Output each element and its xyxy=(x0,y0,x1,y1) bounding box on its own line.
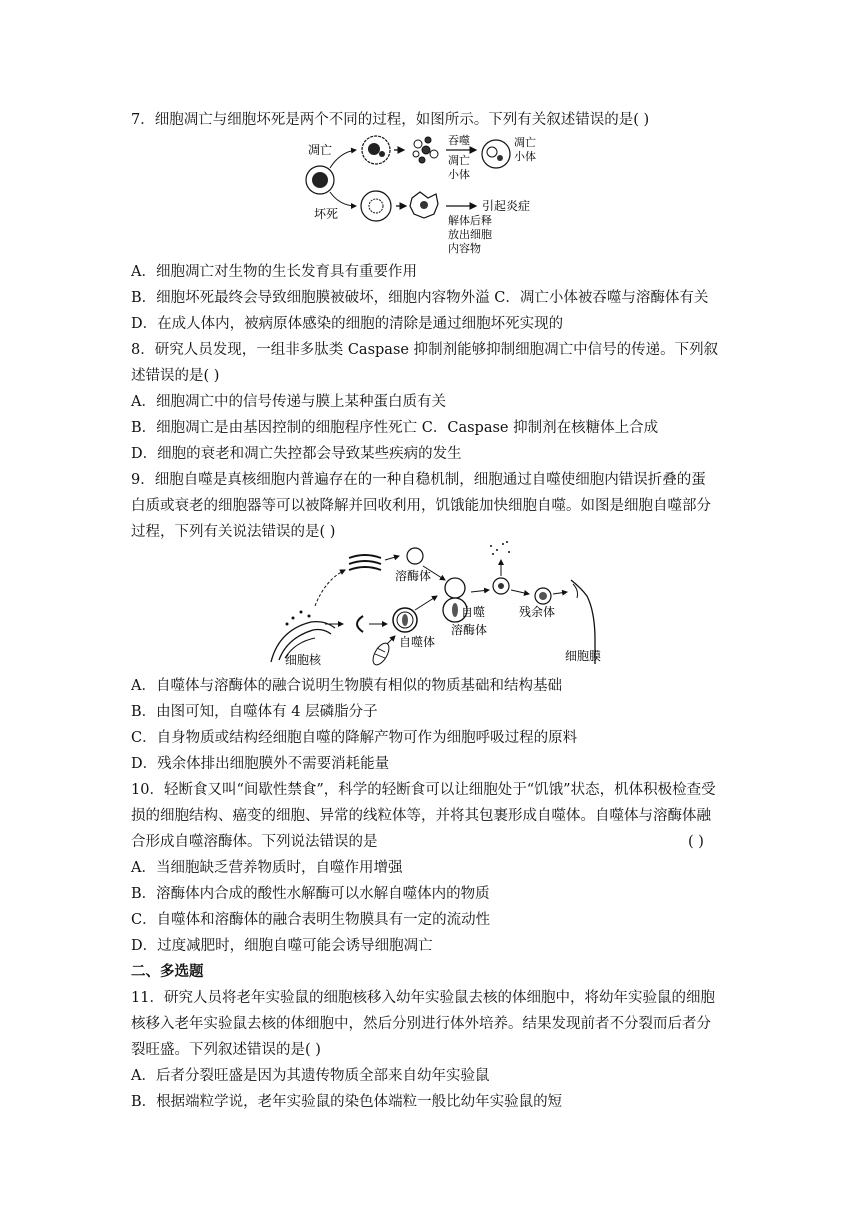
label-necrosis: 坏死 xyxy=(314,207,339,221)
apoptosis-necrosis-figure xyxy=(300,132,600,260)
q9-stem-2: 白质或衰老的细胞器等可以被降解并回收利用，饥饿能加快细胞自噬。如图是细胞自噬部分 xyxy=(131,498,711,514)
label-autolysosome-1: 自噬 xyxy=(461,605,486,619)
golgi xyxy=(349,555,381,570)
label-autolysosome-2: 溶酶体 xyxy=(451,623,488,637)
label-apoptotic-body-2: 小体 xyxy=(514,150,536,163)
q8-option-d: D．细胞的衰老和凋亡失控都会导致某些疾病的发生 xyxy=(131,446,462,462)
label-residual-body: 残余体 xyxy=(519,605,556,619)
q9-stem-1: 9．细胞自噬是真核细胞内普遍存在的一种自稳机制，细胞通过自噬使细胞内错误折叠的蛋 xyxy=(131,472,706,488)
q9-option-c: C．自身物质或结构经细胞自噬的降解产物可作为细胞呼吸过程的原料 xyxy=(131,730,578,746)
q11-stem-2: 核移入老年实验鼠去核的体细胞中，然后分别进行体外培养。结果发现前者不分裂而后者分 xyxy=(131,1016,711,1032)
autophagosome xyxy=(393,608,417,632)
ruptured-cell xyxy=(410,192,438,218)
label-apoptosis: 凋亡 xyxy=(308,143,333,157)
q9-option-d: D．残余体排出细胞膜外不需要消耗能量 xyxy=(131,756,390,772)
apoptotic-cell xyxy=(362,136,390,164)
section-multiple-choice: 二、多选题 xyxy=(131,964,204,980)
q11-stem-3: 裂旺盛。下列叙述错误的是( ) xyxy=(131,1042,321,1058)
lysosome xyxy=(407,548,423,564)
q10-option-b: B．溶酶体内合成的酸性水解酶可以水解自噬体内的物质 xyxy=(131,886,490,902)
mitochondrion xyxy=(370,641,392,668)
q9-option-b: B．由图可知，自噬体有 4 层磷脂分子 xyxy=(131,704,378,720)
q11-stem-1: 11．研究人员将老年实验鼠的细胞核移入幼年实验鼠去核的体细胞中，将幼年实验鼠的细胞 xyxy=(131,990,715,1006)
q8-stem-2: 述错误的是( ) xyxy=(131,368,220,384)
swollen-cell xyxy=(361,191,391,221)
autophagy-figure xyxy=(265,540,605,668)
q8-stem-1: 8．研究人员发现，一组非多肽类 Caspase 抑制剂能够抑制细胞凋亡中信号的传递。下列叙 xyxy=(131,342,719,358)
q7-option-a: A．细胞凋亡对生物的生长发育具有重要作用 xyxy=(131,264,417,280)
origin-cell xyxy=(306,166,334,194)
q10-option-a: A．当细胞缺乏营养物质时，自噬作用增强 xyxy=(131,860,403,876)
label-autophagosome: 自噬体 xyxy=(399,635,436,649)
label-membrane: 细胞膜 xyxy=(565,649,602,663)
q9-stem-3: 过程，下列有关说法错误的是( ) xyxy=(131,524,336,540)
label-inflammation: 引起炎症 xyxy=(482,199,531,213)
q8-option-a: A．细胞凋亡中的信号传递与膜上某种蛋白质有关 xyxy=(131,394,446,410)
phagocyte xyxy=(482,140,510,168)
degrading-vesicle xyxy=(493,578,509,594)
q8-option-b-c: B．细胞凋亡是由基因控制的细胞程序性死亡 C．Caspase 抑制剂在核糖体上合成 xyxy=(131,420,659,436)
q7-option-d: D．在成人体内，被病原体感染的细胞的清除是通过细胞坏死实现的 xyxy=(131,316,564,332)
fragmented-cell xyxy=(413,137,438,163)
label-release-2: 放出细胞 xyxy=(448,228,492,241)
label-engulf-2: 凋亡 xyxy=(448,154,470,167)
q11-option-a: A．后者分裂旺盛是因为其遗传物质全部来自幼年实验鼠 xyxy=(131,1068,490,1084)
residual-body xyxy=(535,588,551,604)
q10-answer-paren: ( ) xyxy=(688,834,704,850)
label-release-1: 解体后释 xyxy=(448,214,492,227)
q11-option-b: B．根据端粒学说，老年实验鼠的染色体端粒一般比幼年实验鼠的短 xyxy=(131,1094,563,1110)
q7-stem: 7．细胞凋亡与细胞坏死是两个不同的过程，如图所示。下列有关叙述错误的是( ) xyxy=(131,112,650,128)
label-engulf-1: 吞噬 xyxy=(448,134,470,147)
label-release-3: 内容物 xyxy=(448,242,481,255)
label-nucleus: 细胞核 xyxy=(285,653,322,667)
label-lysosome: 溶酶体 xyxy=(395,569,432,583)
q10-stem-1: 10．轻断食又叫“间歇性禁食”，科学的轻断食可以让细胞处于“饥饿”状态，机体积极检查受 xyxy=(131,782,716,798)
label-apoptotic-body-1: 凋亡 xyxy=(514,136,536,149)
q10-stem-2: 损的细胞结构、癌变的细胞、异常的线粒体等，并将其包裹形成自噬体。自噬体与溶酶体融 xyxy=(131,808,711,824)
q9-option-a: A．自噬体与溶酶体的融合说明生物膜有相似的物质基础和结构基础 xyxy=(131,678,562,694)
q7-option-b-c: B．细胞坏死最终会导致细胞膜被破坏，细胞内容物外溢 C．凋亡小体被吞噬与溶酶体有关 xyxy=(131,290,709,306)
released-products xyxy=(490,541,510,555)
q10-option-c: C．自噬体和溶酶体的融合表明生物膜具有一定的流动性 xyxy=(131,912,491,928)
q10-stem-3: 合形成自噬溶酶体。下列说法错误的是 xyxy=(131,834,378,850)
q10-option-d: D．过度减肥时，细胞自噬可能会诱导细胞凋亡 xyxy=(131,938,433,954)
label-engulf-3: 小体 xyxy=(448,168,470,181)
